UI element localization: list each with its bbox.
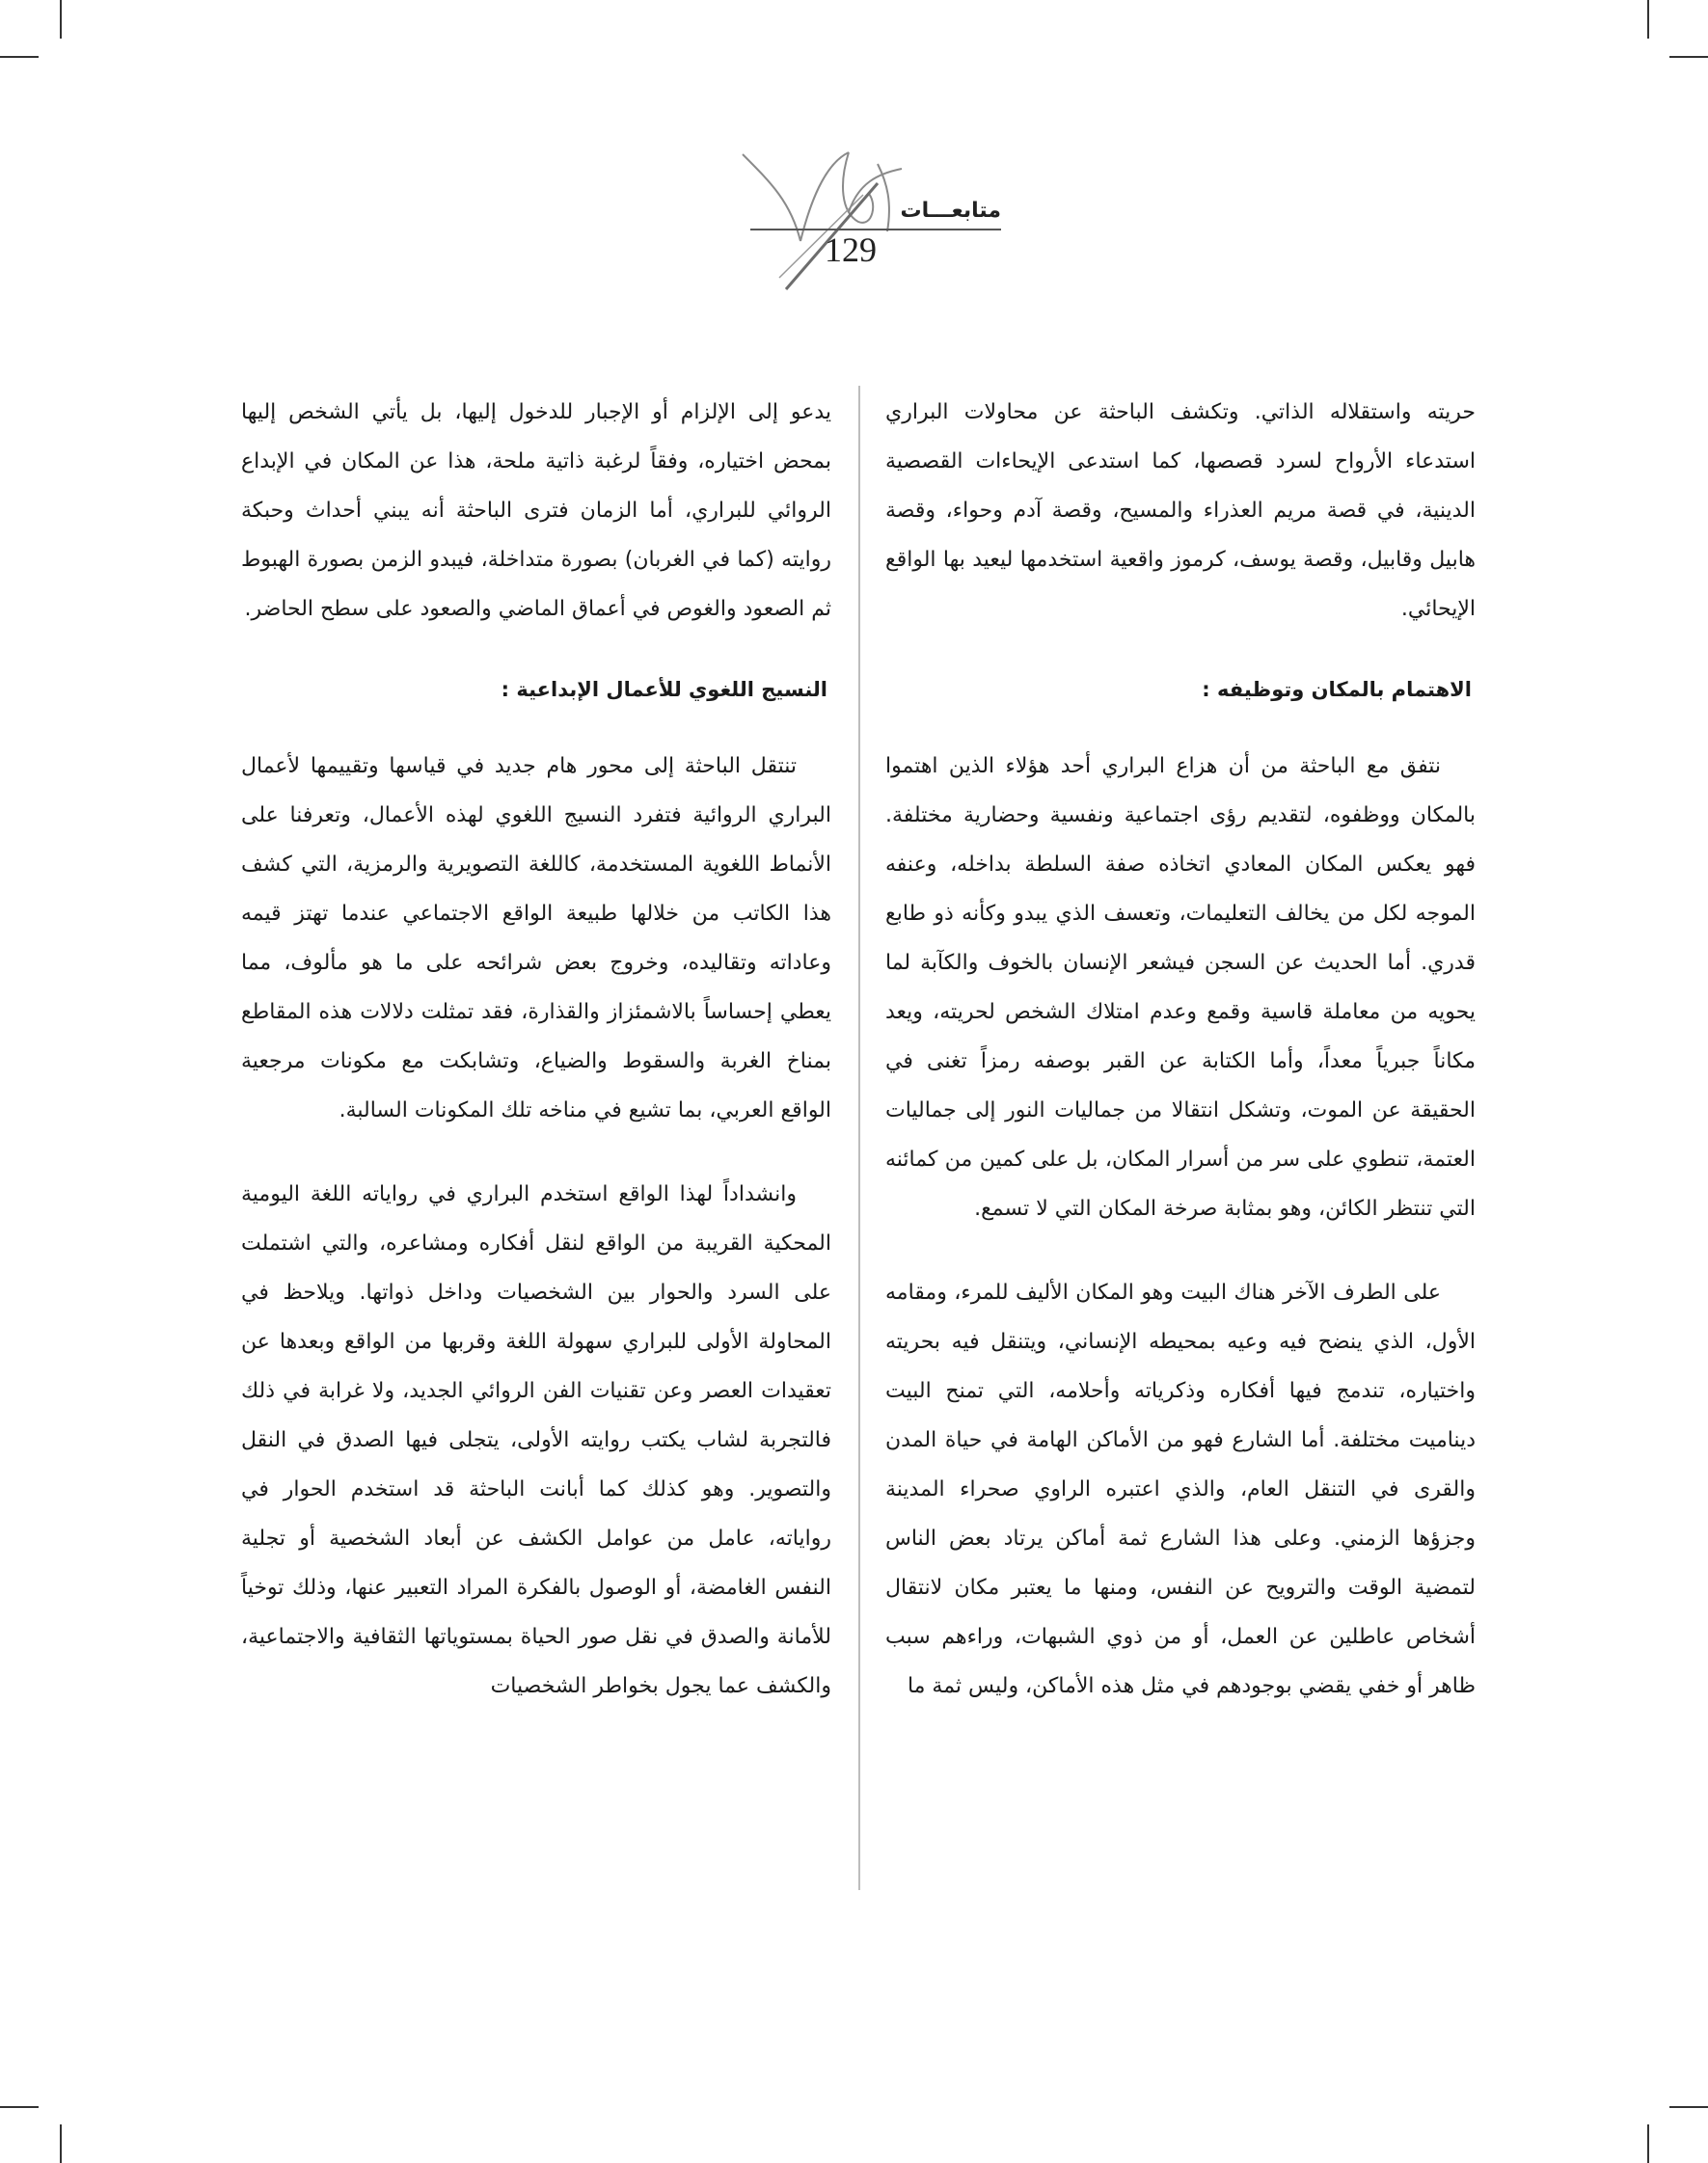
- left-column: [241, 388, 831, 1711]
- crop-mark: [1647, 2124, 1649, 2163]
- paragraph: نتفق مع الباحثة من أن هزاع البراري أحد هؤلاء الذين اهتموا بالمكان ووظفوه، لتقديم رؤى اجتماعية ونفسية وحضارية مختلفة. فهو يعكس المكان المعادي اتخاذه صفة السلطة بداخله، وعنفه الموجه لكل من يخالف التعليمات، وتعسف الذي يبدو وكأنه ذو طابع قدري. أما الحديث عن السجن فيشعر الإنسان بالخوف والكآبة لما يحويه من معاملة قاسية وقمع وعدم امتلاك الشخص لحريته، ويعد مكاناً جبرياً معداً، وأما الكتابة عن القبر بوصفه رمزاً تغنى في الحقيقة عن الموت، وتشكل انتقالا من جماليات النور إلى جماليات العتمة، تنطوي على سر من أسرار المكان، بل على كمين من كمائنه التي تنتظر الكائن، وهو بمثابة صرخة المكان التي لا تسمع.: [885, 754, 1476, 1221]
- page-number: 129: [825, 230, 877, 269]
- paragraph: وانشداداً لهذا الواقع استخدم البراري في رواياته اللغة اليومية المحكية القريبة من الواقع لنقل أفكاره ومشاعره، والتي اشتملت على السرد والحوار بين الشخصيات وداخل ذواتها. ويلاحظ في المحاولة الأولى للبراري سهولة اللغة وقربها من الواقع وبعدها عن تعقيدات العصر وعن تقنيات الفن الروائي الجديد، ولا غرابة في ذلك فالتجربة لشاب يكتب روايته الأولى، يتجلى فيها الصدق في النقل والتصوير. وهو كذلك كما أبانت الباحثة قد استخدم الحوار في رواياته، عامل من عوامل الكشف عن أبعاد الشخصية أو تجلية النفس الغامضة، أو الوصول بالفكرة المراد التعبير عنها، وذلك توخياً للأمانة والصدق في نقل صور الحياة بمستوياتها الثقافية والاجتماعية، والكشف عما يجول بخواطر الشخصيات: [241, 1182, 831, 1698]
- magazine-logo-icon: [733, 145, 926, 299]
- crop-mark: [1669, 56, 1708, 58]
- paragraph: يدعو إلى الإلزام أو الإجبار للدخول إليها، بل يأتي الشخص إليها بمحض اختياره، وفقاً لرغبة ذاتية ملحة، هذا عن المكان في الإبداع الروائي للبراري، أما الزمان فترى الباحثة أنه يبني أحداث وحبكة روايته (كما في الغربان) بصورة متداخلة، فيبدو الزمن بصورة الهبوط ثم الصعود والغوص في أعماق الماضي والصعود على سطح الحاضر.: [241, 400, 831, 621]
- section-label: متابعـــات: [900, 199, 1001, 223]
- crop-mark: [60, 0, 62, 39]
- crop-mark: [1669, 2106, 1708, 2108]
- page-header: [694, 145, 1042, 299]
- right-column: [885, 388, 1476, 1711]
- crop-mark: [1647, 0, 1649, 39]
- section-heading: النسيج اللغوي للأعمال الإبداعية :: [501, 678, 827, 701]
- column-divider: [858, 386, 860, 1890]
- crop-mark: [60, 2124, 62, 2163]
- paragraph: على الطرف الآخر هناك البيت وهو المكان الأليف للمرء، ومقامه الأول، الذي ينضح فيه وعيه بمحيطه الإنساني، ويتنقل فيه بحريته واختياره، تندمج فيها أفكاره وذكرياته وأحلامه، التي تمنح البيت ديناميت مختلفة. أما الشارع فهو من الأماكن الهامة في حياة المدن والقرى في التنقل العام، والذي اعتبره الراوي صحراء المدينة وجزؤها الزمني. وعلى هذا الشارع ثمة أماكن يرتاد بعض الناس لتمضية الوقت والترويح عن النفس، ومنها ما يعتبر مكان لانتقال أشخاص عاطلين عن العمل، أو من ذوي الشبهات، وراءهم سبب ظاهر أو خفي يقضي بوجودهم في مثل هذه الأماكن، وليس ثمة ما: [885, 1281, 1476, 1698]
- crop-mark: [0, 56, 39, 58]
- section-heading: الاهتمام بالمكان وتوظيفه :: [1202, 678, 1472, 701]
- paragraph: حريته واستقلاله الذاتي. وتكشف الباحثة عن محاولات البراري استدعاء الأرواح لسرد قصصها، كما استدعى الإيحاءات القصصية الدينية، في قصة مريم العذراء والمسيح، وقصة آدم وحواء، وقصة هابيل وقابيل، وقصة يوسف، كرموز واقعية استخدمها ليعيد بها الواقع الإيحائي.: [885, 400, 1476, 621]
- crop-mark: [0, 2106, 39, 2108]
- paragraph: تنتقل الباحثة إلى محور هام جديد في قياسها وتقييمها لأعمال البراري الروائية فتفرد النسيج اللغوي لهذه الأعمال، وتعرفنا على الأنماط اللغوية المستخدمة، كاللغة التصويرية والرمزية، التي كشف هذا الكاتب من خلالها طبيعة الواقع الاجتماعي عندما تهتز قيمه وعاداته وتقاليده، وخروج بعض شرائحه على ما هو مألوف، مما يعطي إحساساً بالاشمئزاز والقذارة، فقد تمثلت دلالات هذه المقاطع بمناخ الغربة والسقوط والضياع، وتشابكت مع مكونات مرجعية الواقع العربي، بما تشيع في مناخه تلك المكونات السالبة.: [241, 754, 831, 1122]
